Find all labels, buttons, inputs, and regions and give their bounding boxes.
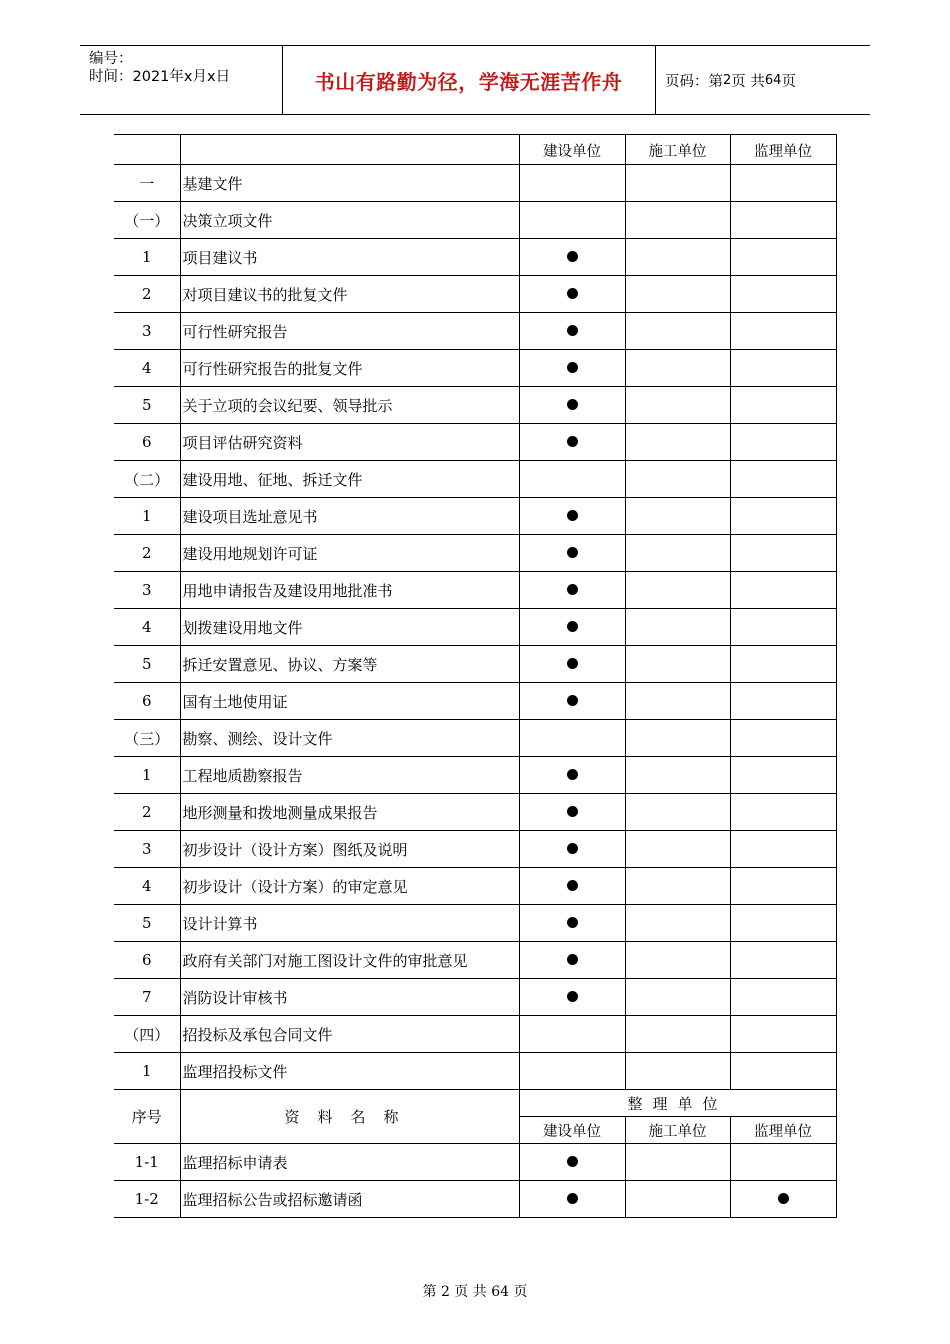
- mark-builder-unit: [625, 387, 730, 424]
- header-meta: [89, 50, 230, 86]
- section-row: [114, 1016, 836, 1053]
- mark-supervisor-unit: [730, 535, 836, 572]
- mark-builder-unit: [625, 572, 730, 609]
- row-name: 建设用地规划许可证: [180, 535, 519, 572]
- mark-builder-unit: [625, 1181, 730, 1218]
- mark-construction-unit: [519, 350, 625, 387]
- filled-dot-icon: [567, 325, 578, 336]
- table-row: [114, 424, 836, 461]
- table-row: [114, 239, 836, 276]
- mark-supervisor-unit: [730, 387, 836, 424]
- row-number: 4: [114, 350, 180, 387]
- mark-supervisor-unit: [730, 794, 836, 831]
- mark-supervisor-unit: [730, 165, 836, 202]
- mark-builder-unit: [625, 831, 730, 868]
- mark-construction-unit: [519, 1181, 625, 1218]
- row-name: 勘察、测绘、设计文件: [180, 720, 519, 757]
- row-number: 1: [114, 1053, 180, 1090]
- row-name: 对项目建议书的批复文件: [180, 276, 519, 313]
- row-number: 1: [114, 757, 180, 794]
- filled-dot-icon: [567, 510, 578, 521]
- table-row: [114, 757, 836, 794]
- mark-supervisor-unit: [730, 905, 836, 942]
- row-name: 初步设计（设计方案）的审定意见: [180, 868, 519, 905]
- mark-supervisor-unit: [730, 350, 836, 387]
- mark-builder-unit: [625, 350, 730, 387]
- row-number: 2: [114, 276, 180, 313]
- mark-builder-unit: [625, 868, 730, 905]
- table-row: [114, 535, 836, 572]
- row-number: 3: [114, 831, 180, 868]
- page-suffix: 页: [781, 73, 796, 90]
- row-number: （四）: [114, 1016, 180, 1053]
- mark-construction-unit: [519, 683, 625, 720]
- mark-builder-unit: [625, 202, 730, 239]
- header-blank-no: [114, 135, 180, 165]
- filled-dot-icon: [567, 1156, 578, 1167]
- row-number: 7: [114, 979, 180, 1016]
- table-row: [114, 794, 836, 831]
- row-name: 决策立项文件: [180, 202, 519, 239]
- row-name: 地形测量和拨地测量成果报告: [180, 794, 519, 831]
- table-header-row: [114, 135, 836, 165]
- mark-supervisor-unit: [730, 609, 836, 646]
- section-row: [114, 461, 836, 498]
- row-number: 5: [114, 905, 180, 942]
- row-name: 可行性研究报告的批复文件: [180, 350, 519, 387]
- row-number: 1-1: [114, 1144, 180, 1181]
- row-name: 可行性研究报告: [180, 313, 519, 350]
- row-number: （一）: [114, 202, 180, 239]
- mark-builder-unit: [625, 1144, 730, 1181]
- filled-dot-icon: [567, 658, 578, 669]
- mark-supervisor-unit: [730, 461, 836, 498]
- mark-construction-unit: [519, 572, 625, 609]
- doc-time-label: 时间：2021年x月x日: [89, 69, 231, 85]
- filled-dot-icon: [567, 769, 578, 780]
- column-header-no: 序号: [114, 1090, 180, 1144]
- mark-construction-unit: [519, 202, 625, 239]
- mark-construction-unit: [519, 942, 625, 979]
- mark-supervisor-unit: [730, 831, 836, 868]
- row-number: （三）: [114, 720, 180, 757]
- filled-dot-icon: [567, 621, 578, 632]
- filled-dot-icon: [567, 584, 578, 595]
- mark-supervisor-unit: [730, 757, 836, 794]
- page-mid: 页 共: [731, 73, 765, 90]
- archive-table-body: [114, 135, 836, 1218]
- filled-dot-icon: [567, 251, 578, 262]
- mark-builder-unit: [625, 683, 730, 720]
- filled-dot-icon: [567, 1193, 578, 1204]
- mark-supervisor-unit: [730, 942, 836, 979]
- filled-dot-icon: [567, 362, 578, 373]
- mark-construction-unit: [519, 276, 625, 313]
- header-page-info: [665, 46, 796, 114]
- table-row: [114, 683, 836, 720]
- header-blank-name: [180, 135, 519, 165]
- mark-supervisor-unit: [730, 572, 836, 609]
- mark-construction-unit: [519, 609, 625, 646]
- row-name: 初步设计（设计方案）图纸及说明: [180, 831, 519, 868]
- section-row: [114, 202, 836, 239]
- mark-construction-unit: [519, 831, 625, 868]
- row-number: 1: [114, 498, 180, 535]
- mark-builder-unit: [625, 535, 730, 572]
- row-number: 4: [114, 868, 180, 905]
- column-header-name: 资料名称: [180, 1090, 519, 1144]
- row-name: 拆迁安置意见、协议、方案等: [180, 646, 519, 683]
- page-number: 2: [723, 72, 732, 88]
- row-number: 6: [114, 424, 180, 461]
- mark-construction-unit: [519, 424, 625, 461]
- table-row: [114, 572, 836, 609]
- row-name: 监理招标公告或招标邀请函: [180, 1181, 519, 1218]
- header-construction-unit: 建设单位: [519, 135, 625, 165]
- row-name: 招投标及承包合同文件: [180, 1016, 519, 1053]
- doc-number-label: 编号：: [89, 51, 133, 67]
- page-footer: 第 2 页 共 64 页: [422, 1284, 528, 1300]
- table-row: [114, 498, 836, 535]
- table-row: [114, 387, 836, 424]
- mark-construction-unit: [519, 461, 625, 498]
- table-row: [114, 1144, 836, 1181]
- table-row: [114, 831, 836, 868]
- mark-builder-unit: [625, 979, 730, 1016]
- row-number: 2: [114, 794, 180, 831]
- mark-supervisor-unit: [730, 720, 836, 757]
- filled-dot-icon: [567, 991, 578, 1002]
- mark-supervisor-unit: [730, 646, 836, 683]
- row-number: 5: [114, 387, 180, 424]
- table-row: [114, 979, 836, 1016]
- mark-builder-unit: [625, 757, 730, 794]
- mark-construction-unit: [519, 387, 625, 424]
- mark-builder-unit: [625, 424, 730, 461]
- filled-dot-icon: [567, 954, 578, 965]
- filled-dot-icon: [567, 917, 578, 928]
- mark-construction-unit: [519, 646, 625, 683]
- row-number: 3: [114, 313, 180, 350]
- mark-builder-unit: [625, 461, 730, 498]
- mark-construction-unit: [519, 498, 625, 535]
- row-name: 项目评估研究资料: [180, 424, 519, 461]
- row-number: 6: [114, 683, 180, 720]
- filled-dot-icon: [567, 880, 578, 891]
- mark-supervisor-unit: [730, 424, 836, 461]
- section-row: [114, 720, 836, 757]
- mark-construction-unit: [519, 165, 625, 202]
- header-builder-unit: 施工单位: [625, 135, 730, 165]
- mark-supervisor-unit: [730, 239, 836, 276]
- mark-construction-unit: [519, 757, 625, 794]
- row-name: 项目建议书: [180, 239, 519, 276]
- mark-supervisor-unit: [730, 1016, 836, 1053]
- row-number: 2: [114, 535, 180, 572]
- subheader-supervisor-unit: 监理单位: [730, 1117, 836, 1144]
- mark-builder-unit: [625, 1016, 730, 1053]
- header-supervisor-unit: 监理单位: [730, 135, 836, 165]
- mark-builder-unit: [625, 239, 730, 276]
- filled-dot-icon: [567, 843, 578, 854]
- mark-supervisor-unit: [730, 313, 836, 350]
- row-number: 6: [114, 942, 180, 979]
- page-header: [80, 45, 870, 115]
- mark-supervisor-unit: [730, 979, 836, 1016]
- table-row: [114, 350, 836, 387]
- mark-supervisor-unit: [730, 868, 836, 905]
- subheader-construction-unit: 建设单位: [519, 1117, 625, 1144]
- mark-supervisor-unit: [730, 1144, 836, 1181]
- row-number: 3: [114, 572, 180, 609]
- table-row: [114, 868, 836, 905]
- row-name: 建设项目选址意见书: [180, 498, 519, 535]
- mark-builder-unit: [625, 313, 730, 350]
- filled-dot-icon: [567, 695, 578, 706]
- row-number: 4: [114, 609, 180, 646]
- page-prefix: 页码：第: [665, 73, 723, 90]
- table-row: [114, 313, 836, 350]
- row-name: 关于立项的会议纪要、领导批示: [180, 387, 519, 424]
- mark-builder-unit: [625, 276, 730, 313]
- mark-builder-unit: [625, 646, 730, 683]
- filled-dot-icon: [567, 547, 578, 558]
- mark-construction-unit: [519, 794, 625, 831]
- row-name: 基建文件: [180, 165, 519, 202]
- filled-dot-icon: [567, 806, 578, 817]
- row-name: 监理招标申请表: [180, 1144, 519, 1181]
- row-number: 1: [114, 239, 180, 276]
- mark-construction-unit: [519, 979, 625, 1016]
- mark-construction-unit: [519, 313, 625, 350]
- mark-construction-unit: [519, 239, 625, 276]
- table-row: [114, 1181, 836, 1218]
- row-number: （二）: [114, 461, 180, 498]
- table-row: [114, 942, 836, 979]
- subheader-builder-unit: 施工单位: [625, 1117, 730, 1144]
- row-name: 设计计算书: [180, 905, 519, 942]
- page-total: 64: [764, 72, 782, 88]
- row-name: 建设用地、征地、拆迁文件: [180, 461, 519, 498]
- archive-table: [114, 134, 837, 1218]
- row-name: 工程地质勘察报告: [180, 757, 519, 794]
- mark-builder-unit: [625, 609, 730, 646]
- filled-dot-icon: [567, 399, 578, 410]
- mark-builder-unit: [625, 498, 730, 535]
- mark-supervisor-unit: [730, 1053, 836, 1090]
- table-row: [114, 276, 836, 313]
- row-number: 一: [114, 165, 180, 202]
- row-number: 1-2: [114, 1181, 180, 1218]
- mark-supervisor-unit: [730, 683, 836, 720]
- mark-construction-unit: [519, 1016, 625, 1053]
- mark-construction-unit: [519, 720, 625, 757]
- table-row: [114, 646, 836, 683]
- mark-construction-unit: [519, 1144, 625, 1181]
- table-row: [114, 905, 836, 942]
- column-header-group: 整理单位: [519, 1090, 836, 1117]
- mark-supervisor-unit: [730, 276, 836, 313]
- mark-builder-unit: [625, 720, 730, 757]
- row-number: 5: [114, 646, 180, 683]
- repeat-header-row: [114, 1090, 836, 1117]
- mark-builder-unit: [625, 165, 730, 202]
- row-name: 国有土地使用证: [180, 683, 519, 720]
- table-row: [114, 1053, 836, 1090]
- mark-builder-unit: [625, 1053, 730, 1090]
- mark-construction-unit: [519, 868, 625, 905]
- row-name: 用地申请报告及建设用地批准书: [180, 572, 519, 609]
- mark-supervisor-unit: [730, 202, 836, 239]
- section-row: [114, 165, 836, 202]
- table-row: [114, 609, 836, 646]
- filled-dot-icon: [567, 288, 578, 299]
- mark-construction-unit: [519, 535, 625, 572]
- mark-builder-unit: [625, 794, 730, 831]
- row-name: 划拨建设用地文件: [180, 609, 519, 646]
- filled-dot-icon: [778, 1193, 789, 1204]
- row-name: 监理招投标文件: [180, 1053, 519, 1090]
- row-name: 政府有关部门对施工图设计文件的审批意见: [180, 942, 519, 979]
- mark-construction-unit: [519, 905, 625, 942]
- row-name: 消防设计审核书: [180, 979, 519, 1016]
- mark-supervisor-unit: [730, 1181, 836, 1218]
- mark-supervisor-unit: [730, 498, 836, 535]
- mark-builder-unit: [625, 942, 730, 979]
- mark-construction-unit: [519, 1053, 625, 1090]
- mark-builder-unit: [625, 905, 730, 942]
- filled-dot-icon: [567, 436, 578, 447]
- header-motto: 书山有路勤为径，学海无涯苦作舟: [314, 69, 623, 94]
